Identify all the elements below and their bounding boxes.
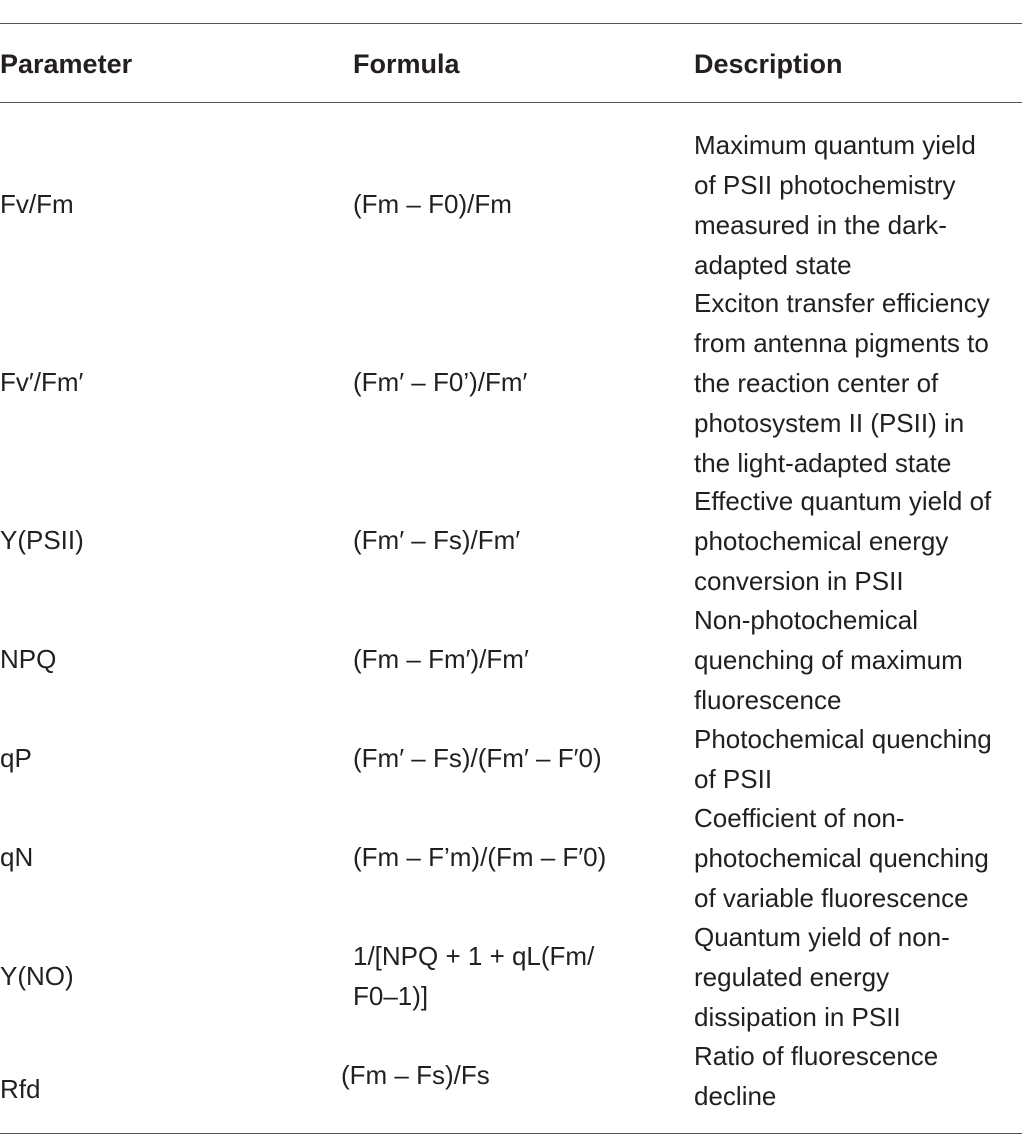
row-7-description: Quantum yield of non- regulated energy dissipation in PSII — [694, 922, 950, 1032]
row-8-parameter: Rfd — [0, 1074, 41, 1104]
row-4-description: Non-photochemical quenching of maximum fluorescence — [694, 605, 963, 715]
row-6-formula: (Fm – F’m)/(Fm – F′0) — [353, 842, 607, 872]
row-6-parameter: qN — [0, 842, 34, 872]
row-3-parameter: Y(PSII) — [0, 525, 84, 555]
row-1-formula: (Fm – F0)/Fm — [353, 189, 512, 219]
row-4-parameter: NPQ — [0, 644, 57, 674]
row-2-parameter: Fv′/Fm′ — [0, 367, 84, 397]
row-8-formula: (Fm – Fs)/Fs — [341, 1060, 490, 1090]
row-1-parameter: Fv/Fm — [0, 189, 74, 219]
row-1-description: Maximum quantum yield of PSII photochemistry measured in the dark- adapted state — [694, 130, 976, 280]
row-5-parameter: qP — [0, 743, 32, 773]
table-top-rule — [0, 23, 1022, 24]
row-6-description: Coefficient of non- photochemical quenching of variable fluorescence — [694, 803, 989, 913]
row-2-description: Exciton transfer efficiency from antenna pigments to the reaction center of photosystem II (PSII) in the light-adapted state — [694, 288, 990, 478]
table-bottom-rule — [0, 1133, 1022, 1134]
row-2-formula: (Fm′ – F0’)/Fm′ — [353, 367, 528, 397]
row-4-formula: (Fm – Fm′)/Fm′ — [353, 644, 529, 674]
header-description: Description — [694, 49, 843, 79]
row-5-formula: (Fm′ – Fs)/(Fm′ – F′0) — [353, 743, 602, 773]
row-3-formula: (Fm′ – Fs)/Fm′ — [353, 525, 521, 555]
row-5-description: Photochemical quenching of PSII — [694, 724, 992, 794]
header-parameter: Parameter — [0, 49, 133, 79]
row-7-parameter: Y(NO) — [0, 961, 74, 991]
header-formula: Formula — [353, 49, 460, 79]
header-rule — [0, 102, 1022, 103]
row-8-description: Ratio of fluorescence decline — [694, 1041, 939, 1111]
row-3-description: Effective quantum yield of photochemical energy conversion in PSII — [694, 486, 992, 596]
row-7-formula: 1/[NPQ + 1 + qL(Fm/ F0–1)] — [353, 941, 595, 1011]
